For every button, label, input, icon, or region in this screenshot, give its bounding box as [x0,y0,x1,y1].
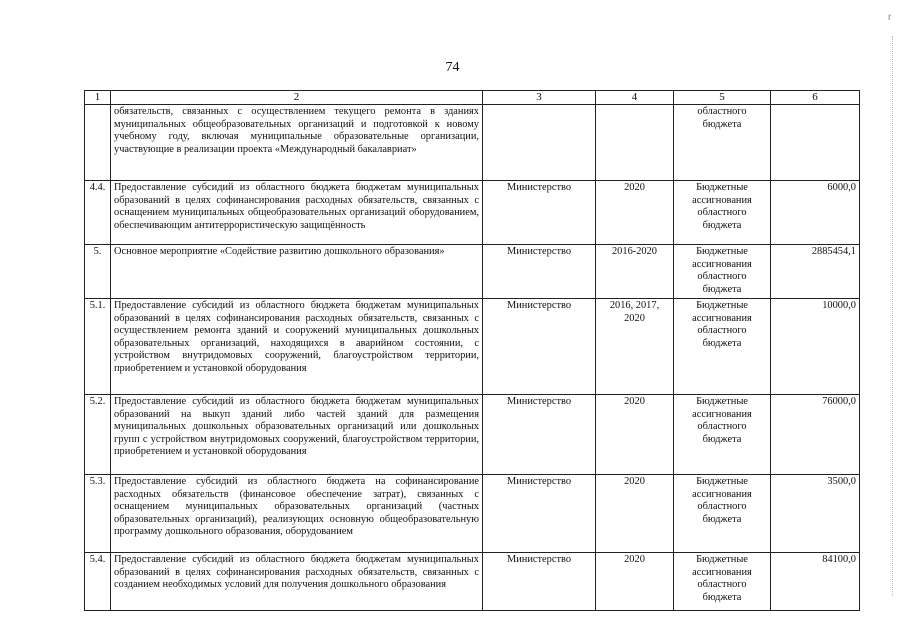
row-number: 5. [85,245,111,299]
scan-edge-line [892,36,894,596]
row-executor: Министерство [483,299,596,395]
scan-artifact: r [888,12,892,23]
row-description: обязательств, связанных с осуществлением текущего ремонта в зданиях муниципальных общеобразовательных организаций и подготовкой к новому учебному году, включая муниципальные образовательные организации, участвующие в реализации проекта «Международный бакалавриат» [111,105,483,181]
row-period: 2020 [596,475,674,553]
row-executor: Министерство [483,181,596,245]
row-period [596,105,674,181]
row-period: 2020 [596,181,674,245]
header-col-3: 3 [483,91,596,105]
row-executor: Министерство [483,395,596,475]
row-amount: 6000,0 [771,181,860,245]
row-amount: 2885454,1 [771,245,860,299]
row-number: 4.4. [85,181,111,245]
row-period: 2020 [596,395,674,475]
page-number: 74 [445,60,460,75]
row-executor: Министерство [483,475,596,553]
header-col-4: 4 [596,91,674,105]
row-description: Основное мероприятие «Содействие развитию дошкольного образования» [111,245,483,299]
row-funding-source: Бюджетные ассигнования областного бюджета [674,299,771,395]
row-funding-source: Бюджетные ассигнования областного бюджета [674,553,771,611]
row-number: 5.4. [85,553,111,611]
table-row [85,395,860,475]
header-row [85,91,860,105]
table-row [85,181,860,245]
row-executor: Министерство [483,245,596,299]
row-period: 2016, 2017, 2020 [596,299,674,395]
row-amount: 76000,0 [771,395,860,475]
row-description: Предоставление субсидий из областного бюджета бюджетам муниципальных образований в целях софинансирования расходных обязательств, связанных с оснащением муниципальных общеобразовательных организаций оборудованием, обеспечивающим антитеррористическую защищённость [111,181,483,245]
row-amount: 10000,0 [771,299,860,395]
row-executor: Министерство [483,553,596,611]
table-row [85,245,860,299]
header-col-1: 1 [85,91,111,105]
row-number: 5.1. [85,299,111,395]
row-amount: 84100,0 [771,553,860,611]
header-col-5: 5 [674,91,771,105]
header-col-6: 6 [771,91,860,105]
row-period: 2020 [596,553,674,611]
row-executor [483,105,596,181]
row-amount [771,105,860,181]
row-funding-source: Бюджетные ассигнования областного бюджета [674,245,771,299]
row-number: 5.2. [85,395,111,475]
row-funding-source: Бюджетные ассигнования областного бюджета [674,181,771,245]
row-description: Предоставление субсидий из областного бюджета бюджетам муниципальных образований на выкуп зданий либо частей зданий для размещения муниципальных дошкольных образовательных организаций или дошкольных групп с устройством внутридомовых сооружений, благоустройством территории, приобретением и установкой оборудования [111,395,483,475]
header-col-2: 2 [111,91,483,105]
row-number: 5.3. [85,475,111,553]
budget-table [84,90,860,611]
table-row [85,553,860,611]
row-description: Предоставление субсидий из областного бюджета бюджетам муниципальных образований в целях софинансирования расходных обязательств, связанных с созданием необходимых условий для получения дошкольного образования [111,553,483,611]
row-funding-source: областного бюджета [674,105,771,181]
row-funding-source: Бюджетные ассигнования областного бюджета [674,475,771,553]
table-row [85,299,860,395]
row-description: Предоставление субсидий из областного бюджета на софинансирование расходных обязательств (финансовое обеспечение затрат), связанных с оснащением муниципальных образовательных организаций (частных образовательных организаций), реализующих основную общеобразовательную программу дошкольного образования, оборудованием [111,475,483,553]
table-row [85,105,860,181]
row-number [85,105,111,181]
row-funding-source: Бюджетные ассигнования областного бюджета [674,395,771,475]
table-row [85,475,860,553]
row-description: Предоставление субсидий из областного бюджета бюджетам муниципальных образований в целях софинансирования расходных обязательств, связанных с осуществлением ремонта зданий и сооружений муниципальных дошкольных образовательных организаций, находящихся в аварийном состоянии, с устройством внутридомовых сооружений, благоустройством территории, приобретением и установкой оборудования [111,299,483,395]
row-amount: 3500,0 [771,475,860,553]
row-period: 2016-2020 [596,245,674,299]
